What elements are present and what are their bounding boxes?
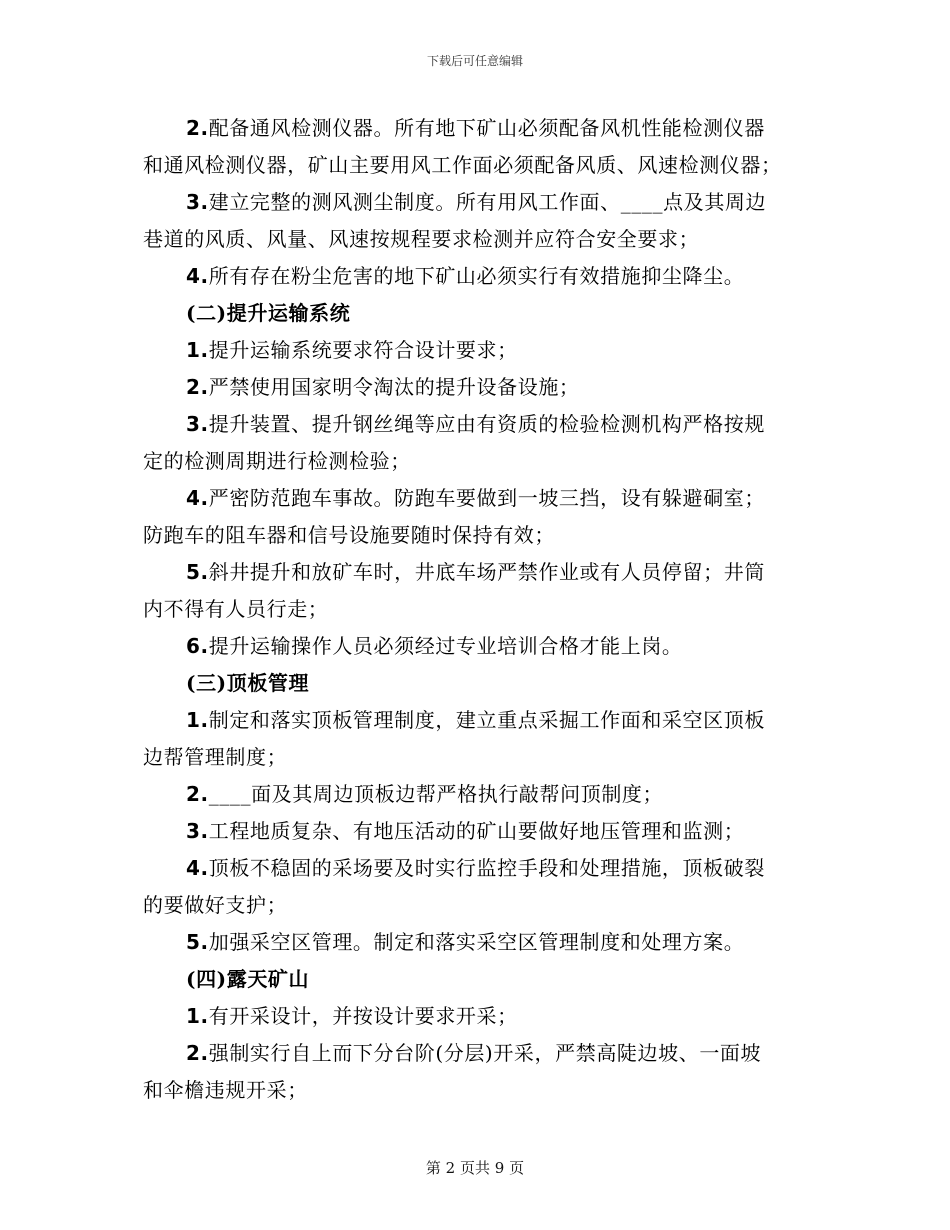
paragraph-line <box>143 628 807 665</box>
line-text: 所有存在粉尘危害的地下矿山必须实行有效措施抑尘降尘。 <box>208 264 745 288</box>
section-heading <box>143 295 807 332</box>
line-text: (三)顶板管理 <box>186 671 310 695</box>
line-text: (四)露天矿山 <box>186 967 310 991</box>
item-number: 3. <box>186 819 209 843</box>
item-number: 6. <box>186 634 209 658</box>
line-text: 防跑车的阻车器和信号设施要随时保持有效； <box>143 523 555 547</box>
paragraph-line <box>143 591 807 628</box>
item-number: 1. <box>186 708 209 732</box>
line-text: 提升装置、提升钢丝绳等应由有资质的检验检测机构严格按规 <box>208 412 765 436</box>
paragraph-line <box>143 184 807 221</box>
paragraph-line <box>143 1035 807 1072</box>
item-number: 2. <box>186 116 209 140</box>
line-text: ____面及其周边顶板边帮严格执行敲帮问顶制度； <box>208 782 664 806</box>
line-text: 制定和落实顶板管理制度，建立重点采掘工作面和采空区顶板 <box>208 708 765 732</box>
line-text: 巷道的风质、风量、风速按规程要求检测并应符合安全要求； <box>143 227 700 251</box>
line-text: 工程地质复杂、有地压活动的矿山要做好地压管理和监测； <box>208 819 745 843</box>
line-text: 严禁使用国家明令淘汰的提升设备设施； <box>208 375 580 399</box>
item-number: 4. <box>186 486 209 510</box>
item-number: 3. <box>186 190 209 214</box>
paragraph-line <box>143 702 807 739</box>
item-number: 5. <box>186 930 209 954</box>
item-number: 2. <box>186 782 209 806</box>
item-number: 1. <box>186 1004 209 1028</box>
paragraph-line <box>143 258 807 295</box>
line-text: 建立完整的测风测尘制度。所有用风工作面、____点及其周边 <box>208 190 767 214</box>
line-text: 和伞檐违规开采； <box>143 1078 308 1102</box>
line-text: 严密防范跑车事故。防跑车要做到一坡三挡，设有躲避硐室； <box>208 486 765 510</box>
line-text: 提升运输操作人员必须经过专业培训合格才能上岗。 <box>208 634 683 658</box>
item-number: 2. <box>186 1041 209 1065</box>
item-number: 4. <box>186 264 209 288</box>
line-text: 提升运输系统要求符合设计要求； <box>208 338 518 362</box>
paragraph-line <box>143 147 807 184</box>
page-header: 下载后可任意编辑 <box>426 54 523 68</box>
line-text: (二)提升运输系统 <box>186 301 351 325</box>
page-footer: 第 2 页共 9 页 <box>425 1159 525 1177</box>
item-number: 1. <box>186 338 209 362</box>
paragraph-line <box>143 369 807 406</box>
paragraph-line <box>143 850 807 887</box>
paragraph-line <box>143 443 807 480</box>
item-number: 5. <box>186 560 209 584</box>
line-text: 定的检测周期进行检测检验； <box>143 449 411 473</box>
line-text: 和通风检测仪器，矿山主要用风工作面必须配备风质、风速检测仪器； <box>143 153 782 177</box>
paragraph-line <box>143 406 807 443</box>
line-text: 内不得有人员行走； <box>143 597 329 621</box>
paragraph-line <box>143 110 807 147</box>
section-heading <box>143 665 807 702</box>
document-body <box>143 110 807 1109</box>
paragraph-line <box>143 924 807 961</box>
paragraph-line <box>143 221 807 258</box>
line-text: 边帮管理制度； <box>143 745 288 769</box>
item-number: 3. <box>186 412 209 436</box>
item-number: 2. <box>186 375 209 399</box>
line-text: 强制实行自上而下分台阶(分层)开采，严禁高陡边坡、一面坡 <box>208 1041 762 1065</box>
section-heading <box>143 961 807 998</box>
line-text: 顶板不稳固的采场要及时实行监控手段和处理措施，顶板破裂 <box>208 856 765 880</box>
line-text: 加强采空区管理。制定和落实采空区管理制度和处理方案。 <box>208 930 745 954</box>
paragraph-line <box>143 813 807 850</box>
paragraph-line <box>143 554 807 591</box>
paragraph-line <box>143 332 807 369</box>
paragraph-line <box>143 517 807 554</box>
line-text: 的要做好支护； <box>143 893 288 917</box>
paragraph-line <box>143 887 807 924</box>
line-text: 斜井提升和放矿车时，井底车场严禁作业或有人员停留；井筒 <box>208 560 765 584</box>
line-text: 有开采设计，并按设计要求开采； <box>208 1004 518 1028</box>
line-text: 配备通风检测仪器。所有地下矿山必须配备风机性能检测仪器 <box>208 116 765 140</box>
paragraph-line <box>143 776 807 813</box>
paragraph-line <box>143 998 807 1035</box>
paragraph-line <box>143 480 807 517</box>
paragraph-line <box>143 1072 807 1109</box>
item-number: 4. <box>186 856 209 880</box>
paragraph-line <box>143 739 807 776</box>
